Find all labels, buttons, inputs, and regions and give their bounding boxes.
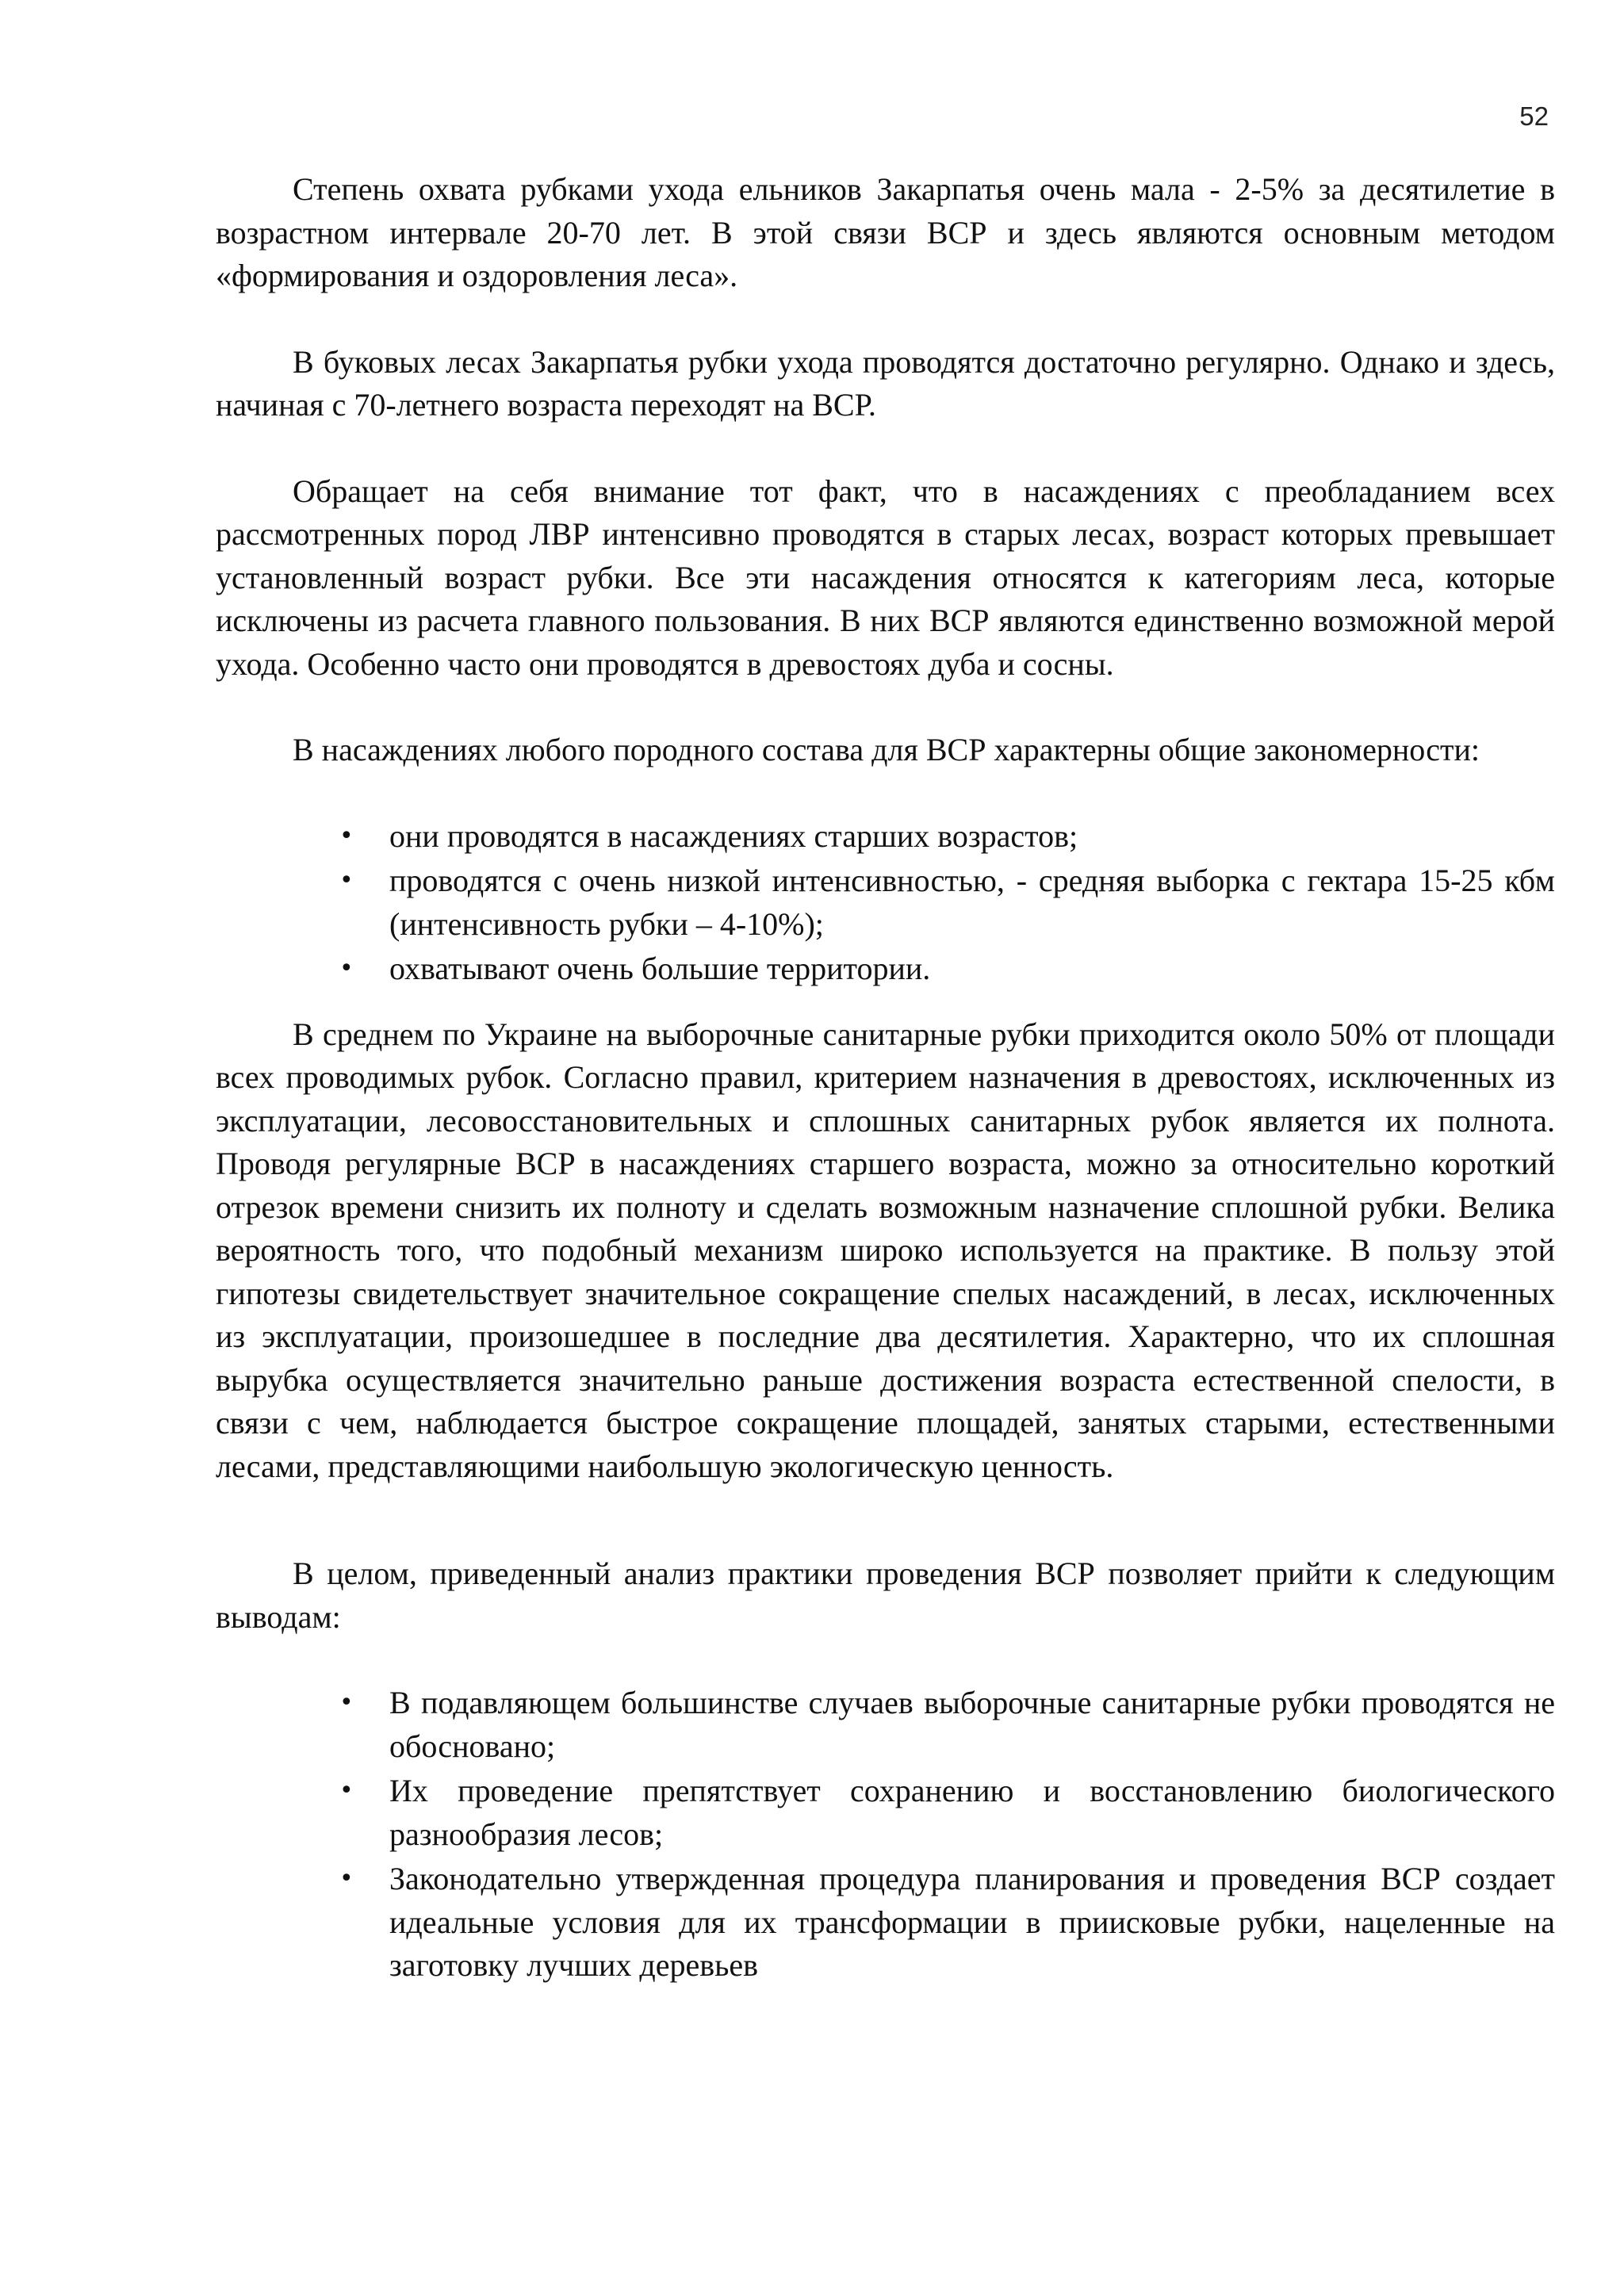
paragraph-spacer bbox=[216, 772, 1555, 815]
list-item-text: они проводятся в насаждениях старших возрастов; bbox=[389, 817, 1078, 854]
page-number: 52 bbox=[1519, 101, 1549, 131]
paragraph-spacer bbox=[216, 298, 1555, 341]
list-item-text: Законодательно утвержденная процедура планирования и проведения ВСР создает идеальные условия для их трансформации в приисковые рубки, нацеленные на заготовку лучших деревьев bbox=[389, 1861, 1555, 1983]
paragraph-old-forests: Обращает на себя внимание тот факт, что в насаждениях с преобладанием всех рассмотренных пород ЛВР интенсивно проводятся в старых лесах, возраст которых превышает установленный возраст рубки. Все эти насаждения относятся к категориям леса, которые исключены из расчета главного пользования. В них ВСР являются единственно возможной мерой ухода. Особенно часто они проводятся в древостоях дуба и сосны. bbox=[216, 473, 1555, 682]
list-item-text: проводятся с очень низкой интенсивностью, - средняя выборка с гектара 15-25 кбм (интенсивность рубки – 4-10%); bbox=[389, 863, 1555, 942]
list-item bbox=[339, 1770, 1555, 1856]
list-item bbox=[339, 947, 1555, 991]
list-item bbox=[339, 859, 1555, 946]
paragraph-conclusions-intro: В целом, приведенный анализ практики проведения ВСР позволяет прийти к следующим выводам: bbox=[216, 1556, 1555, 1635]
patterns-list bbox=[216, 815, 1555, 991]
list-item bbox=[339, 815, 1555, 859]
bullet-icon: • bbox=[339, 1689, 354, 1716]
document-body bbox=[216, 168, 1555, 1988]
paragraph-common-patterns: В насаждениях любого породного состава для ВСР характерны общие закономерности: bbox=[293, 732, 1480, 767]
bullet-icon: • bbox=[339, 867, 354, 894]
bullet-icon: • bbox=[339, 1777, 354, 1804]
bullet-icon: • bbox=[339, 955, 354, 982]
paragraph-spacer bbox=[216, 1639, 1555, 1682]
bullet-icon: • bbox=[339, 1865, 354, 1892]
paragraph-spruce-thinning: Степень охвата рубками ухода ельников Закарпатья очень мала - 2-5% за десятилетие в возрастном интервале 20-70 лет. В этой связи ВСР и здесь являются основным методом «формирования и оздоровления леса». bbox=[216, 171, 1555, 293]
paragraph-ukraine-average: В среднем по Украине на выборочные санитарные рубки приходится около 50% от площади всех проводимых рубок. Согласно правил, критерием назначения в древостоях, исключенных из эксплуатации, лесовосстановительных и сплошных санитарных рубок является их полнота. Проводя регулярные ВСР в насаждениях старшего возраста, можно за относительно короткий отрезок времени снизить их полноту и сделать возможным назначение сплошной рубки. Велика вероятность того, что подобный механизм широко используется на практике. В пользу этой гипотезы свидетельствует значительное сокращение спелых насаждений, в лесах, исключенных из эксплуатации, произошедшее в последние два десятилетия. Характерно, что их сплошная вырубка осуществляется значительно раньше достижения возраста естественной спелости, в связи с чем, наблюдается быстрое сокращение площадей, занятых старыми, естественными лесами, представляющими наибольшую экологическую ценность. bbox=[216, 1016, 1555, 1484]
list-item bbox=[339, 1682, 1555, 1768]
paragraph-spacer bbox=[216, 991, 1555, 1013]
list-item-text: В подавляющем большинстве случаев выборочные санитарные рубки проводятся не обосновано; bbox=[389, 1685, 1555, 1764]
conclusions-list bbox=[216, 1682, 1555, 1988]
paragraph-spacer bbox=[216, 427, 1555, 470]
bullet-icon: • bbox=[339, 821, 354, 850]
list-item bbox=[339, 1858, 1555, 1988]
list-item-text: Их проведение препятствует сохранению и восстановлению биологического разнообразия лесов; bbox=[389, 1773, 1555, 1852]
paragraph-beech-forests: В буковых лесах Закарпатья рубки ухода проводятся достаточно регулярно. Однако и здесь, начиная с 70-летнего возраста переходят на ВСР. bbox=[216, 343, 1555, 423]
paragraph-spacer bbox=[216, 686, 1555, 729]
list-item-text: охватывают очень большие территории. bbox=[389, 951, 931, 986]
paragraph-spacer bbox=[216, 1488, 1555, 1552]
